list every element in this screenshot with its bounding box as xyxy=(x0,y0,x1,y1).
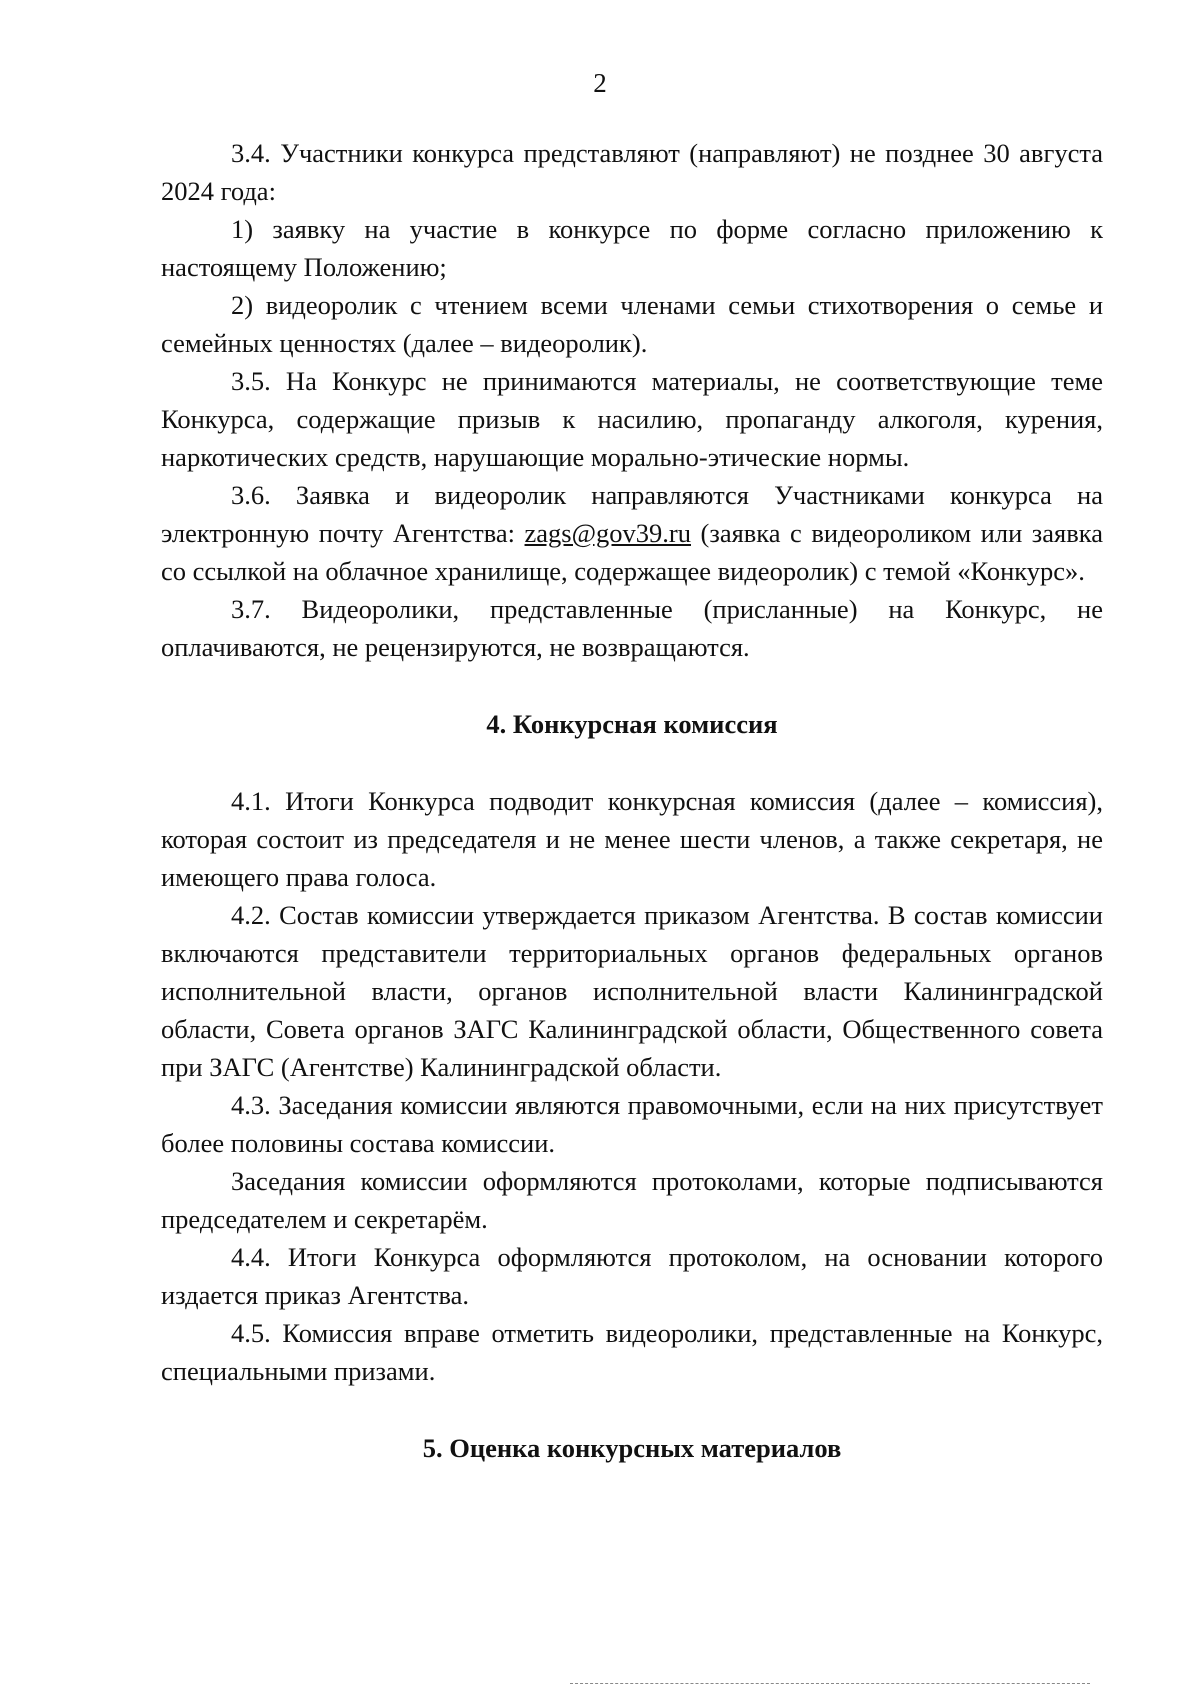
paragraph-3-6-text-after: (заявка с видеороликом или заявка со ссылкой на облачное хранилище, содержащее видеоролик) с темой «Конкурс». xyxy=(161,518,1103,586)
paragraph-4-2: 4.2. Состав комиссии утверждается приказом Агентства. В состав комиссии включаются представители территориальных органов федеральных органов исполнительной власти, органов исполнительной власти Калининградской области, Совета органов ЗАГС Калининградской области, Общественного совета при ЗАГС (Агентстве) Калининградской области. xyxy=(161,900,1103,1082)
paragraph-3-6 xyxy=(161,476,1103,590)
paragraph-4-5: 4.5. Комиссия вправе отметить видеоролики, представленные на Конкурс, специальными призами. xyxy=(161,1318,1103,1386)
paragraph-4-3: 4.3. Заседания комиссии являются правомочными, если на них присутствует более половины состава комиссии. xyxy=(161,1090,1103,1158)
section-5-heading: 5. Оценка конкурсных материалов xyxy=(422,1433,842,1463)
footer-divider xyxy=(570,1683,1090,1685)
paragraph-3-4: 3.4. Участники конкурса представляют (направляют) не позднее 30 августа 2024 года: xyxy=(161,138,1103,206)
paragraph-3-4-item-1: 1) заявку на участие в конкурсе по форме согласно приложению к настоящему Положению; xyxy=(161,214,1103,282)
paragraph-3-7: 3.7. Видеоролики, представленные (присланные) на Конкурс, не оплачиваются, не рецензируются, не возвращаются. xyxy=(161,594,1103,662)
document-body xyxy=(161,134,1103,1467)
paragraph-4-3-continuation: Заседания комиссии оформляются протоколами, которые подписываются председателем и секретарём. xyxy=(161,1166,1103,1234)
section-4-heading: 4. Конкурсная комиссия xyxy=(486,709,778,739)
paragraph-3-4-item-2: 2) видеоролик с чтением всеми членами семьи стихотворения о семье и семейных ценностях (далее – видеоролик). xyxy=(161,290,1103,358)
paragraph-3-5: 3.5. На Конкурс не принимаются материалы, не соответствующие теме Конкурса, содержащие призыв к насилию, пропаганду алкоголя, курения, наркотических средств, нарушающие морально-этические нормы. xyxy=(161,366,1103,472)
page-number: 2 xyxy=(593,68,607,98)
paragraph-4-1: 4.1. Итоги Конкурса подводит конкурсная комиссия (далее – комиссия), которая состоит из председателя и не менее шести членов, а также секретаря, не имеющего права голоса. xyxy=(161,786,1103,892)
email-link[interactable]: zags@gov39.ru xyxy=(524,518,691,548)
paragraph-3-6-text-before: 3.6. Заявка и видеоролик направляются Участниками конкурса на электронную почту Агентства: xyxy=(161,480,1103,548)
paragraph-4-4: 4.4. Итоги Конкурса оформляются протоколом, на основании которого издается приказ Агентства. xyxy=(161,1242,1103,1310)
